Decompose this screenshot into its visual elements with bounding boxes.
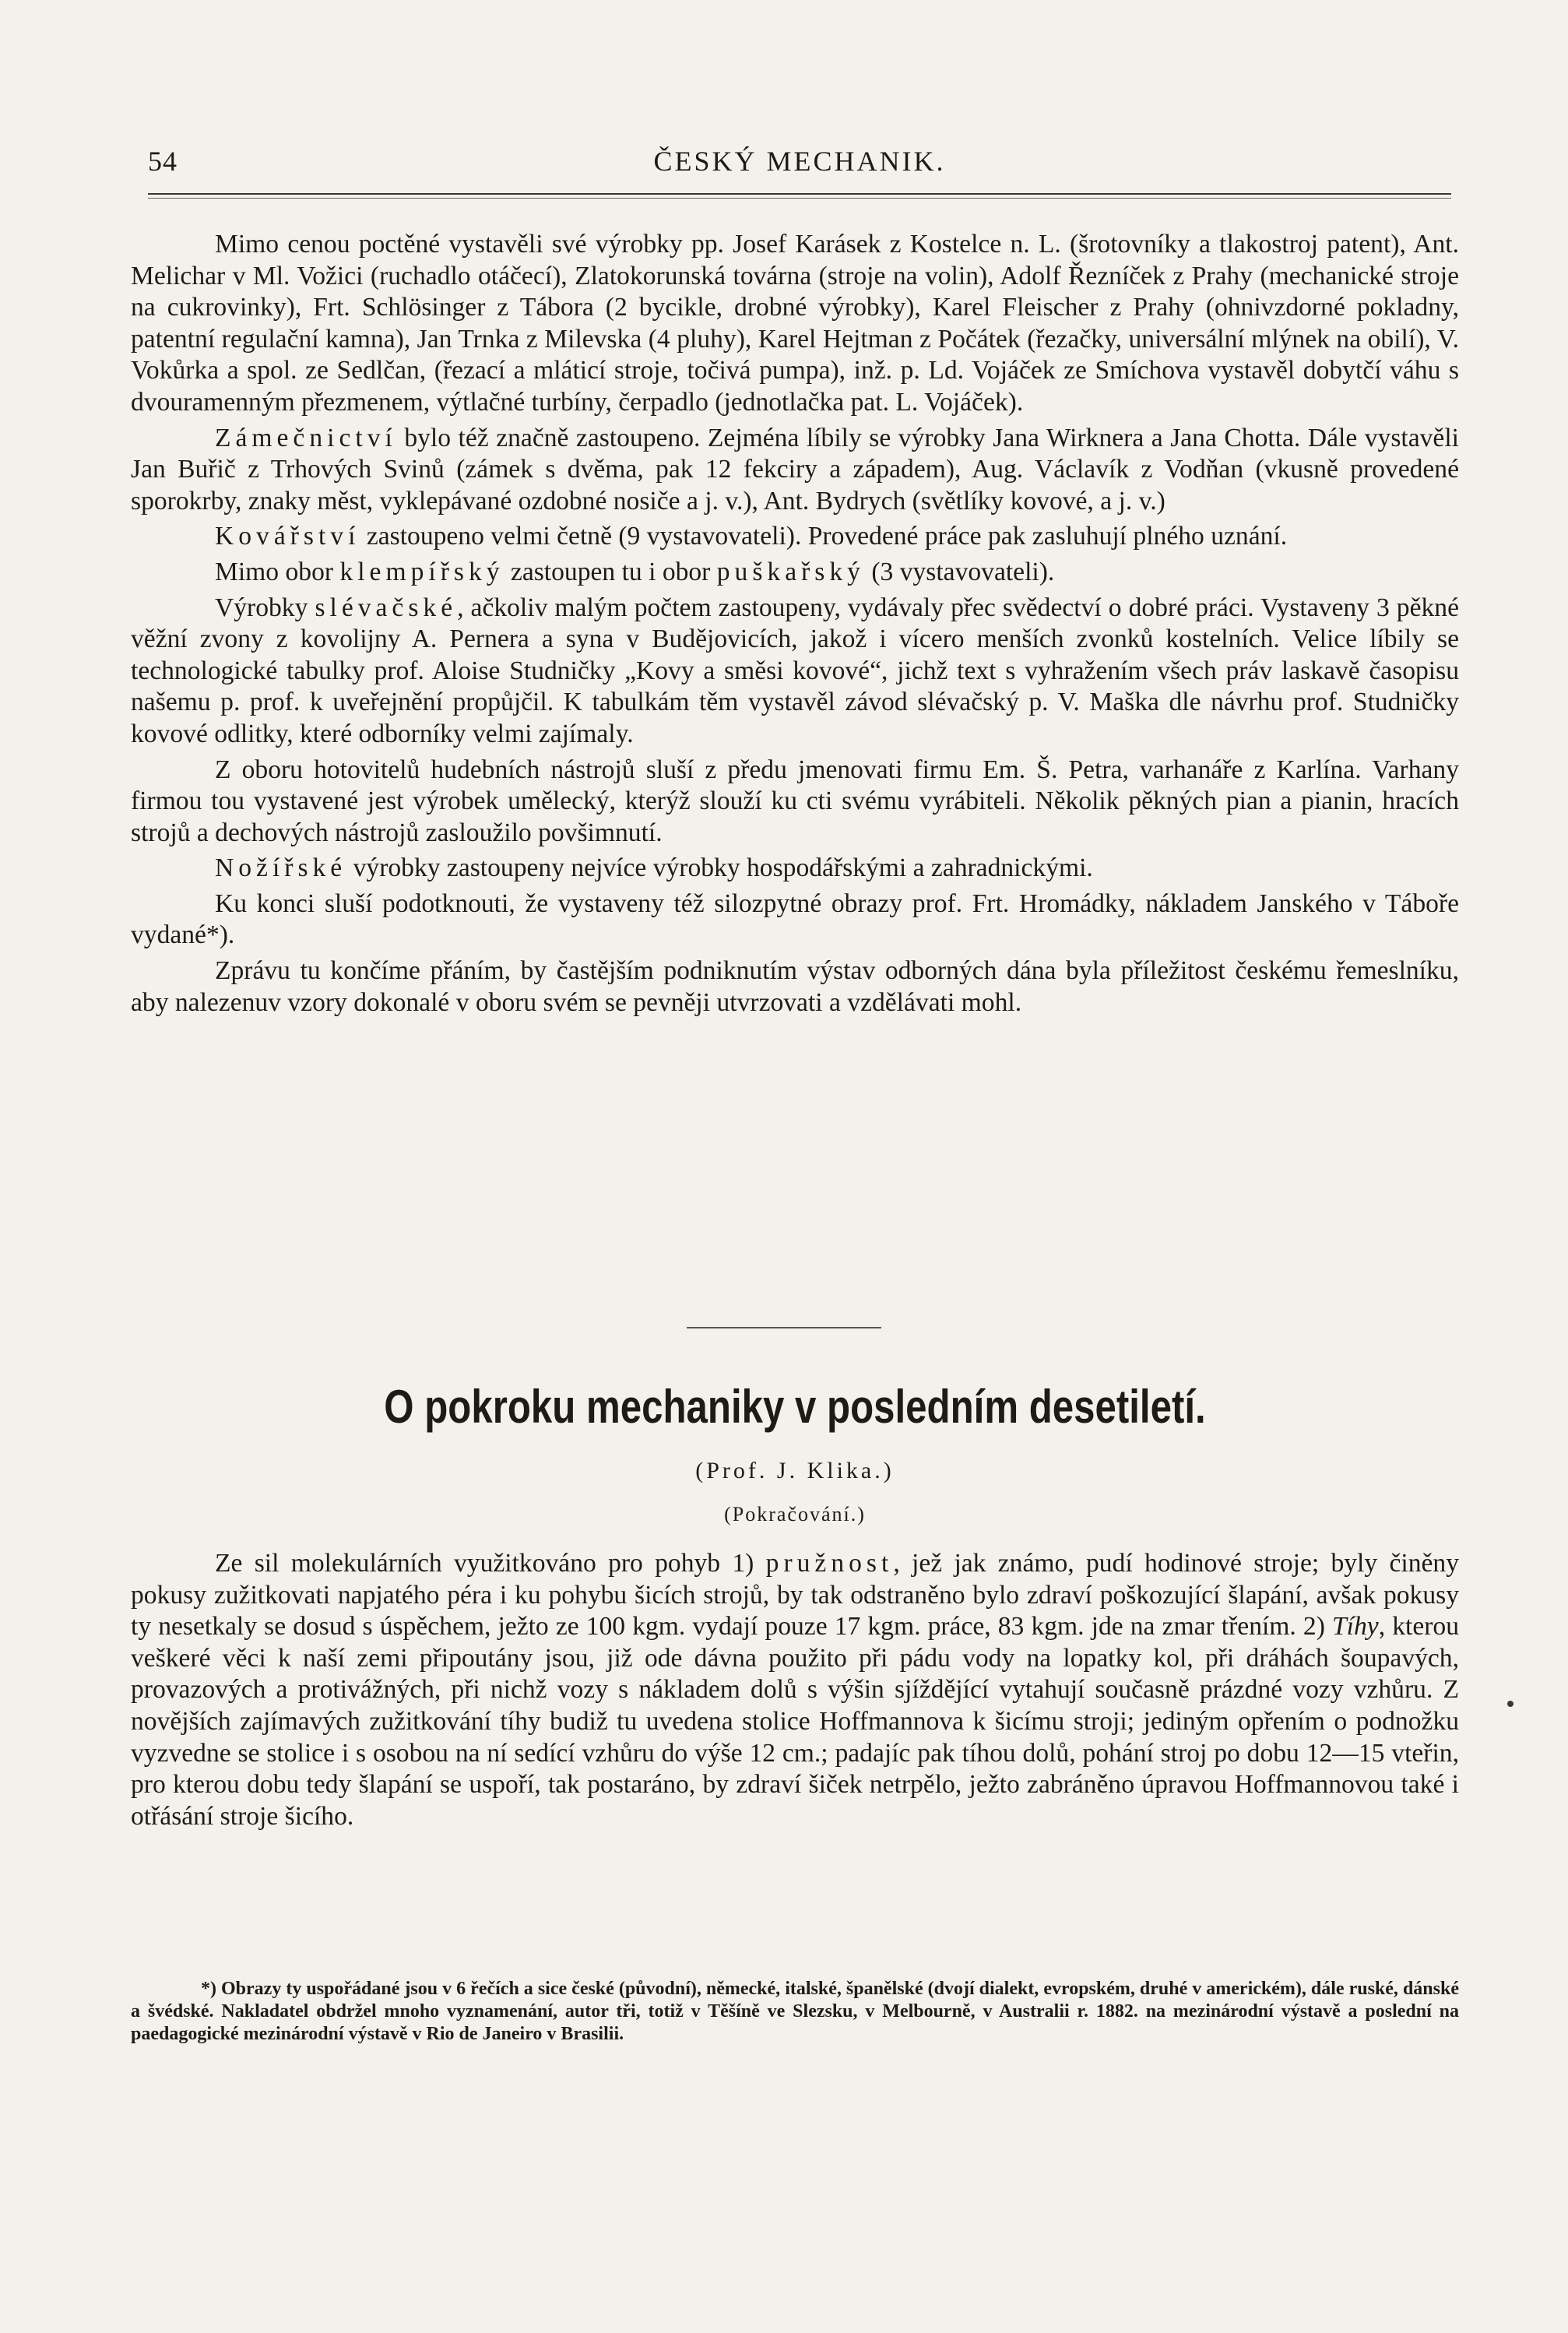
paragraph-tinsmith bbox=[131, 557, 1459, 589]
paragraph-text: Ze sil molekulárních využitkováno pro pohyb 1) bbox=[215, 1549, 766, 1578]
spaced-term: pružnost bbox=[765, 1549, 894, 1578]
article-title: O pokroku mechaniky v posledním desetiletí. bbox=[384, 1381, 1206, 1433]
spaced-term: klempířský bbox=[339, 557, 505, 586]
paragraph-text: Mimo obor bbox=[215, 557, 340, 586]
spaced-term: puškařský bbox=[716, 557, 865, 586]
paragraph-text: zastoupen tu i obor bbox=[504, 557, 717, 586]
article-author: (Prof. J. Klika.) bbox=[695, 1458, 895, 1483]
footnote bbox=[131, 1978, 1459, 2046]
paragraph-locksmithing bbox=[131, 423, 1459, 518]
header-rule-thin bbox=[148, 198, 1451, 199]
paragraph-text: (3 vystavovateli). bbox=[864, 557, 1055, 586]
paragraph-text: , ačkoliv malým počtem zastoupeny, vydávaly přec svědectví o dobré práci. Vystaveny 3 pěkné věžní zvony z kovolijny A. Pernera a syna v Budějovicích, jakož i vícero menších zvonků kostelních. Velice líbily se technologické tabulky prof. Aloise Studničky „Kovy a směsi kovové“, jichž text s vyhražením všech práv laskavě časopisu našemu p. prof. k uveřejnění propůjčil. K tabulkám těm vystavěl závod slévačský p. V. Maška dle návrhu prof. Studničky kovové odlitky, které odborníky velmi zajímaly. bbox=[131, 593, 1459, 748]
paragraph-text: , kterou veškeré věci k naší zemi připoutány jsou, již ode dávna použito při pádu vody na lopatky kol, při dráhách šoupavých, provazových a protivážných, při nichž vozy s nákladem dolů s výšin sjíždějící vytahují současně prázdné vozy vzhůru. Z novějších zajímavých zužitkování tíhy budiž tu uvedena stolice Hoffmannova k šicímu stroji; jediným opřením o podnožku vyzvedne se stolice i s osobou na ní sedící vzhůru do výše 12 cm.; padajíc pak tíhou dolů, pohání stroj po dobu 12—15 vteřin, pro kterou dobu tedy šlapání se uspoří, tak postaráno, by zdraví šiček netrpělo, ježto zabráněno úpravou Hoffmannovou také i otřásání stroje šicího. bbox=[131, 1612, 1459, 1831]
paragraph-cutlery bbox=[131, 853, 1459, 885]
continuation-note: (Pokračování.) bbox=[724, 1503, 866, 1525]
section-divider bbox=[687, 1327, 881, 1328]
spaced-term: Zámečnictví bbox=[215, 423, 397, 452]
header-rule bbox=[148, 193, 1451, 195]
paragraph-instruments: Z oboru hotovitelů hudebních nástrojů sluší z předu jmenovati firmu Em. Š. Petra, varhanáře z Karlína. Varhany firmou tou vystavené jest výrobek umělecký, kterýž slouží ku cti svému vyrábiteli. Několik pěkných pian a pianin, hracích strojů a dechových nástrojů zasloužilo povšimnutí. bbox=[131, 755, 1459, 847]
paragraph-text: zastoupeno velmi četně (9 vystavovateli). Provedené práce pak zasluhují plného uznání. bbox=[360, 522, 1288, 551]
report-section bbox=[131, 229, 1459, 1022]
paragraph-physics-images: Ku konci sluší podotknouti, že vystaveny též silozpytné obrazy prof. Frt. Hromádky, nákladem Janského v Táboře vydané*). bbox=[131, 889, 1459, 950]
spaced-term: Kovářství bbox=[215, 522, 360, 551]
footnote-text: *) Obrazy ty uspořádané jsou v 6 řečích a sice české (původní), německé, italské, španělské (dvojí dialekt, evropském, druhé v americkém), dále ruské, dánské a švédské. Nakladatel obdržel mnoho vyznamenání, autor tři, totiž v Těšíně ve Slezsku, v Melbourně, v Australii r. 1882. na mezinárodní výstavě a poslední na paedagogické mezinárodní výstavě v Rio de Janeiro v Brasilii. bbox=[131, 1979, 1459, 2044]
margin-speck bbox=[1507, 1701, 1514, 1707]
paragraph-foundry bbox=[131, 593, 1459, 751]
paragraph-text: výrobky zastoupeny nejvíce výrobky hospodářskými a zahradnickými. bbox=[346, 853, 1093, 883]
page-header bbox=[148, 145, 1451, 181]
paragraph-closing: Zprávu tu končíme přáním, by častějším podniknutím výstav odborných dána byla příležitost českému řemeslníku, aby nalezenuv vzory dokonalé v oboru svém se pevněji utvrzovati a vzdělávati mohl. bbox=[131, 956, 1459, 1017]
paragraph-text: bylo též značně zastoupeno. Zejména líbily se výrobky Jana Wirknera a Jana Chotta. Dále vystavěli Jan Buřič z Trhových Svinů (zámek s dvěma, pak 12 fekciry a západem), Aug. Václavík z Vodňan (vkusně provedené sporokrby, znaky měst, vyklepávané ozdobné nosiče a j. v.), Ant. Bydrych (světlíky kovové, a j. v.) bbox=[131, 423, 1459, 516]
paragraph-text: Výrobky bbox=[215, 593, 315, 622]
paragraph-mechanics bbox=[131, 1548, 1459, 1832]
spaced-term: slévačské bbox=[315, 593, 458, 622]
paragraph-exhibitors: Mimo cenou poctěné vystavěli své výrobky pp. Josef Karásek z Kostelce n. L. (šrotovníky a tlakostroj patent), Ant. Melichar v Ml. Vožici (ruchadlo otáčecí), Zlatokorunská továrna (stroje na volin), Adolf Řezníček z Prahy (mechanické stroje na cukrovinky), Frt. Schlösinger z Tábora (2 bycikle, drobné výrobky), Karel Fleischer z Prahy (ohnivzdorné pokladny, patentní regulační kamna), Jan Trnka z Milevska (4 pluhy), Karel Hejtman z Počátek (řezačky, universální mlýnek na obilí), V. Vokůrka a spol. ze Sedlčan, (řezací a mláticí stroje, točivá pumpa), inž. p. Ld. Vojáček ze Smíchova vystavěl dobytčí váhu s dvouramenným přezmenem, výtlačné turbíny, čerpadlo (jednotlačka pat. L. Vojáček). bbox=[131, 230, 1459, 417]
article-body bbox=[131, 1548, 1459, 1836]
running-title: ČESKÝ MECHANIK. bbox=[653, 146, 946, 177]
paragraph-text: , jež jak známo, pudí hodinové stroje; byly činěny pokusy zužitkovati napjatého péra i ku pohybu šicích strojů, by tak odstraněno bylo zdraví poškozující šlapání, avšak pokusy ty nesetkaly se dosud s úspěchem, ježto ze 100 kgm. vydají pouze 17 kgm. práce, 83 kgm. jde na zmar třením. 2) bbox=[131, 1549, 1459, 1642]
paragraph-blacksmithing bbox=[131, 521, 1459, 553]
page-number: 54 bbox=[148, 146, 178, 177]
italic-term: Tíhy bbox=[1332, 1612, 1379, 1642]
spaced-term: Nožířské bbox=[215, 853, 347, 883]
